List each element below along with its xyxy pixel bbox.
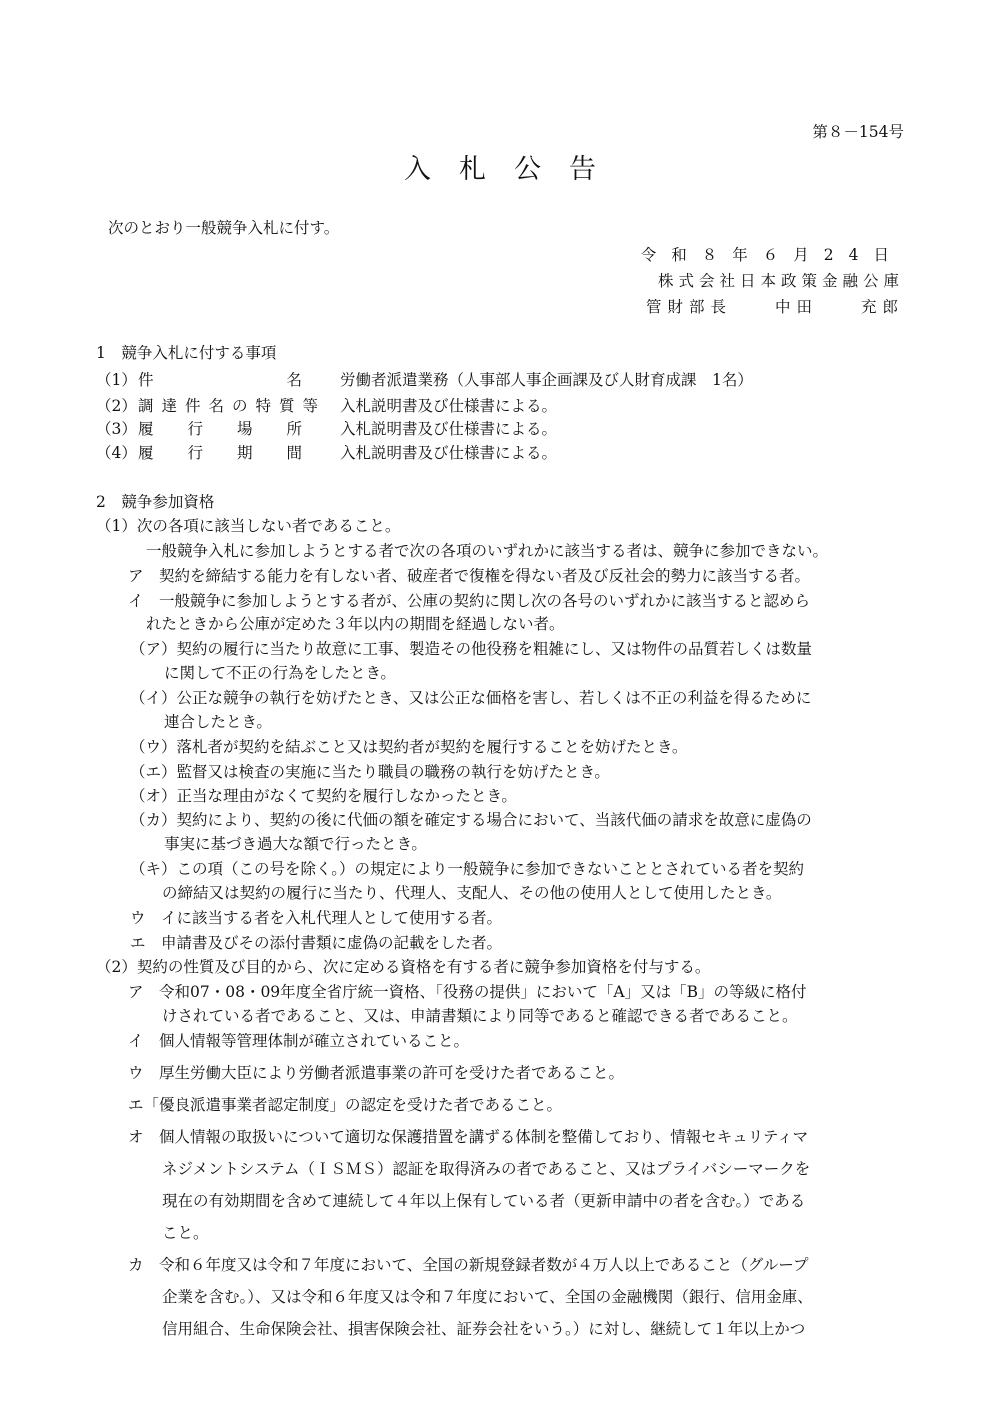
qualification-o-line3: 現在の有効期間を含めて連続して４年以上保有している者（更新申請中の者を含む。）である: [162, 1192, 806, 1210]
subclause-a-line1: （ア）契約の履行に当たり故意に工事、製造その他役務を粗雑にし、又は物件の品質若しくは数量: [130, 640, 813, 658]
item-label: 履行場所: [138, 420, 302, 438]
paragraph-heading: （1）次の各項に該当しない者であること。: [96, 517, 401, 535]
qualification-ka-line3: 信用組合、生命保険会社、損害保険会社、証券会社をいう。）に対し、継続して１年以上かつ: [162, 1320, 806, 1338]
qualification-o-line1: オ 個人情報の取扱いについて適切な保護措置を講ずる体制を整備しており、情報セキュリティマ: [128, 1128, 809, 1146]
subclause-o: （オ）正当な理由がなくて契約を履行しなかったとき。: [130, 787, 517, 805]
paragraph-text: 一般競争入札に参加しようとする者で次の各項のいずれかに該当する者は、競争に参加できない。: [146, 542, 829, 560]
qualification-u: ウ 厚生労働大臣により労働者派遣事業の許可を受けた者であること。: [128, 1064, 625, 1082]
clause-a: ア 契約を締結する能力を有しない者、破産者で復権を得ない者及び反社会的勢力に該当する者。: [128, 567, 811, 585]
item-number: （1）: [96, 371, 137, 389]
qualification-o-line4: こと。: [162, 1224, 209, 1242]
subclause-ka-line1: （カ）契約により、契約の後に代価の額を確定する場合において、当該代価の請求を故意に虚偽の: [130, 811, 812, 829]
qualification-a-line2: けされている者であること、又は、申請書類により同等であると確認できる者であること。: [162, 1007, 798, 1025]
section1-heading: 1 競争入札に付する事項: [96, 344, 277, 362]
notice-date: 令和８年６月24日: [640, 246, 904, 264]
item-number: （2）: [96, 397, 137, 415]
signer-name: 管財部長 中田 充郎: [645, 298, 904, 316]
clause-e: エ 申請書及びその添付書類に虚偽の記載をした者。: [130, 934, 503, 952]
subclause-ki-line1: （キ）この項（この号を除く。）の規定により一般競争に参加できないこととされている者を契約: [130, 860, 804, 878]
item-value: 労働者派遣業務（人事部人事企画課及び人財育成課 1名）: [340, 371, 753, 389]
item-value: 入札説明書及び仕様書による。: [340, 397, 558, 415]
clause-u: ウ イに該当する者を入札代理人として使用する者。: [130, 909, 503, 927]
item-value: 入札説明書及び仕様書による。: [340, 420, 558, 438]
subclause-ka-line2: 事実に基づき過大な額で行ったとき。: [164, 835, 427, 853]
subclause-i-line2: 連合したとき。: [164, 713, 272, 731]
subclause-e: （エ）監督又は検査の実施に当たり職員の職務の執行を妨げたとき。: [130, 763, 610, 781]
section2-heading: 2 競争参加資格: [96, 493, 215, 511]
subclause-ki-line2: の締結又は契約の履行に当たり、代理人、支配人、その他の使用人として使用したとき。: [162, 884, 782, 902]
clause-i-line2: れたときから公庫が定めた３年以内の期間を経過しない者。: [146, 615, 565, 633]
qualification-ka-line2: 企業を含む。）、又は令和６年度又は令和７年度において、全国の金融機関（銀行、信用金庫、: [162, 1288, 813, 1306]
item-label: 履行期間: [138, 444, 302, 462]
organization-name: 株式会社日本政策金融公庫: [657, 272, 904, 290]
subclause-a-line2: に関して不正の行為をしたとき。: [164, 664, 396, 682]
item-value: 入札説明書及び仕様書による。: [340, 444, 558, 462]
item-label: 調達件名の特質等: [138, 397, 318, 415]
qualification-e: エ「優良派遣事業者認定制度」の認定を受けた者であること。: [128, 1096, 563, 1114]
qualification-i: イ 個人情報等管理体制が確立されていること。: [128, 1032, 470, 1050]
subclause-i-line1: （イ）公正な競争の執行を妨げたとき、又は公正な価格を害し、若しくは不正の利益を得るために: [130, 689, 812, 707]
subclause-u: （ウ）落札者が契約を結ぶこと又は契約者が契約を履行することを妨げたとき。: [130, 738, 688, 756]
paragraph-heading: （2）契約の性質及び目的から、次に定める資格を有する者に競争参加資格を付与する。: [96, 958, 711, 976]
clause-i-line1: イ 一般競争に参加しようとする者が、公庫の契約に関し次の各号のいずれかに該当すると認めら: [128, 592, 811, 610]
intro-text: 次のとおり一般競争入札に付す。: [108, 219, 340, 237]
item-number: （3）: [96, 420, 137, 438]
page-title: 入札公告: [404, 154, 624, 185]
item-number: （4）: [96, 444, 137, 462]
qualification-o-line2: ネジメントシステム（ＩＳＭＳ）認証を取得済みの者であること、又はプライバシーマークを: [162, 1160, 811, 1178]
document-number: 第８－154号: [812, 123, 904, 141]
item-label: 件名: [138, 371, 302, 389]
qualification-a-line1: ア 令和07・08・09年度全省庁統一資格、「役務の提供」において「A」又は「B」の等級に格付: [128, 983, 807, 1001]
qualification-ka-line1: カ 令和６年度又は令和７年度において、全国の新規登録者数が４万人以上であること（グループ: [128, 1256, 809, 1274]
